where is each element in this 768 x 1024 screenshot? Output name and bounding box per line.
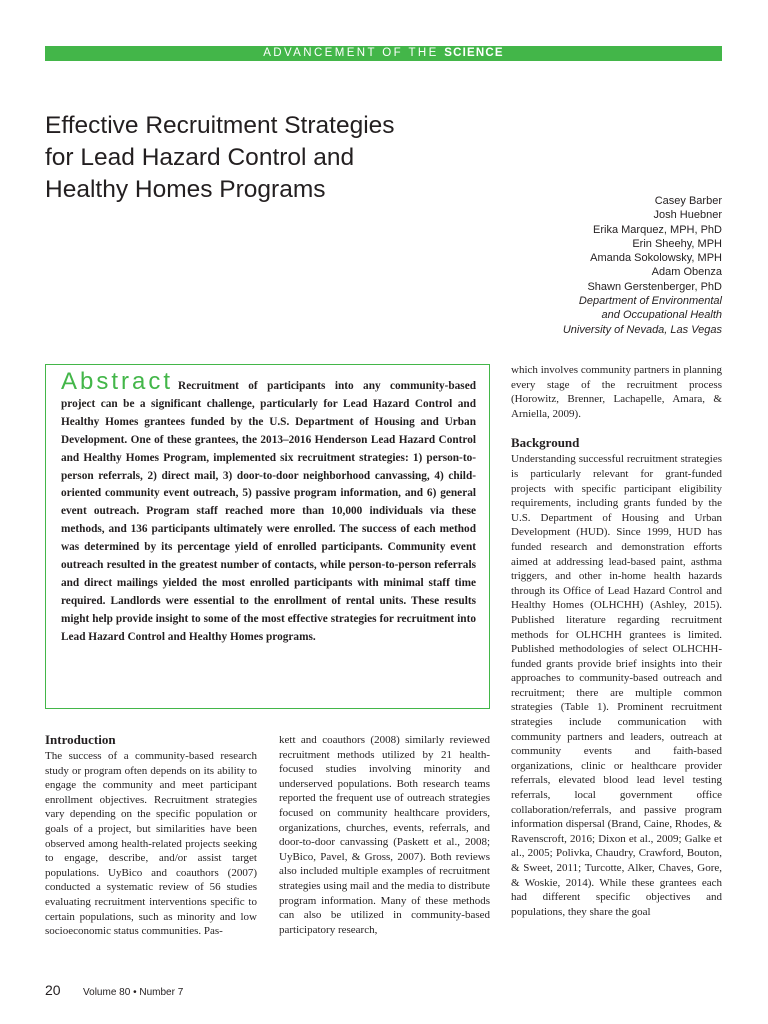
article-title xyxy=(45,110,605,206)
introduction-text-part3: which involves community partners in planning every stage of the recruitment process (Horowitz, Brenner, Lachapelle, Amara, & Arniella, 2009). xyxy=(511,364,722,420)
banner-emphasis: SCIENCE xyxy=(444,47,504,59)
background-heading: Background xyxy=(511,435,580,451)
abstract-text: Recruitment of participants into any community-based project can be a significant challenge, particularly for Lead Hazard Control and Healthy Homes grantees funded by the U.S. Department of Housing and Urban Development. One of these grantees, the 2013–2016 Henderson Lead Hazard Control and Healthy Homes Program, implemented six recruitment strategies: 1) person-to-person referrals, 2) direct mail, 3) door-to-door neighborhood canvassing, 4) child-oriented community event outreach, 5) passive program information, and 6) general event outreach. Program staff reached more than 10,000 individuals via these methods, and 136 participants ultimately were enrolled. The success of each method was determined by its percentage yield of enrolled participants. Community event outreach resulted in the greatest number of contacts, while person-to-person referrals and direct mailings yielded the most enrolled participants with minimal staff time required. Landlords were essential to the enrollment of rental units. These results might help provide insight to some of the most effective strategies for recruitment into Lead Hazard Control and Healthy Homes programs. xyxy=(61,380,476,643)
author-name: Erin Sheehy, MPH xyxy=(632,237,722,250)
author-name: Shawn Gerstenberger, PhD xyxy=(587,280,722,293)
introduction-text-part1: The success of a community-based research study or program often depends on its ability to engage the community and meet participant enrollment objectives. Recruitment strategies vary depending on the specific population or goals of a project, but similarities have been observed among health-related projects seeking to engage, describe, and/or assist target populations. UyBico and coauthors (2007) conducted a systematic review of 56 studies evaluating recruitment interventions specific to certain populations, such as minority and low socioeconomic status communities. Pas- xyxy=(45,750,257,938)
section-banner xyxy=(45,46,722,61)
affiliation-line: University of Nevada, Las Vegas xyxy=(562,323,722,336)
volume-info: Volume 80 • Number 7 xyxy=(83,987,184,998)
abstract-box xyxy=(45,364,490,709)
background-text: Understanding successful recruitment strategies is particularly relevant for grant-funded projects with specific participant eligibility requirements, including grants funded by the U.S. Department of Housing and Urban Development (HUD). Since 1999, HUD has funded research and demonstration efforts aimed at addressing lead-based paint, asthma triggers, and other in-home health hazards through its Office of Lead Hazard Control and Healthy Homes (OLHCHH) (Ashley, 2015). Published literature regarding recruitment methods for OLHCHH grantees is limited. Published methodologies of select OLHCHH-funded grants provide brief insights into their approaches to community-based outreach and recruitment; there are multiple common strategies (Table 1). Prominent recruitment strategies include communication with community partners and leaders, outreach at community events and faith-based organizations, clinic or healthcare provider referrals, elevated blood lead level testing referrals, local government office collaboration/referrals, and passive program information dispersal (Brand, Caine, Rhodes, & Ravenscroft, 2016; Dixon et al., 2009; Galke et al., 2005; Polivka, Chaudry, Crawford, Bouton, & Sweet, 2011; Turcotte, Alker, Chaves, Gore, & Woskie, 2014). While these grantees each had different specific objectives and populations, they share the goal xyxy=(511,453,722,918)
column-2 xyxy=(279,733,490,937)
title-line: Effective Recruitment Strategies xyxy=(45,112,395,139)
abstract-heading: Abstract xyxy=(61,368,174,395)
banner-prefix: ADVANCEMENT OF THE xyxy=(263,47,439,59)
author-name: Adam Obenza xyxy=(651,266,722,279)
column-3 xyxy=(511,363,722,919)
introduction-text-part2: kett and coauthors (2008) similarly reviewed recruitment methods utilized by 21 health-focused studies involving minority and underserved populations. Both research teams reported the frequent use of outreach strategies focused on community healthcare providers, organizations, churches, events, referrals, and door-to-door canvassing (Paskett et al., 2008; UyBico, Pavel, & Gross, 2007). Both reviews also included multiple examples of recruitment strategies using mail and the media to distribute program information. Many of these methods can also be utilized in community-based participatory research, xyxy=(279,734,490,936)
author-name: Josh Huebner xyxy=(653,209,722,222)
affiliation-line: Department of Environmental xyxy=(578,295,722,308)
title-line: for Lead Hazard Control and xyxy=(45,144,355,171)
abstract-paragraph xyxy=(61,368,476,647)
page-footer xyxy=(45,982,183,1000)
author-name: Erika Marquez, MPH, PhD xyxy=(593,223,722,236)
author-name: Casey Barber xyxy=(654,195,722,207)
page-number: 20 xyxy=(45,982,61,998)
affiliation-line: and Occupational Health xyxy=(601,309,722,322)
author-block xyxy=(563,194,722,337)
introduction-heading: Introduction xyxy=(45,732,116,747)
title-line: Healthy Homes Programs xyxy=(45,176,326,203)
column-1 xyxy=(45,732,257,939)
author-name: Amanda Sokolowsky, MPH xyxy=(590,252,722,265)
